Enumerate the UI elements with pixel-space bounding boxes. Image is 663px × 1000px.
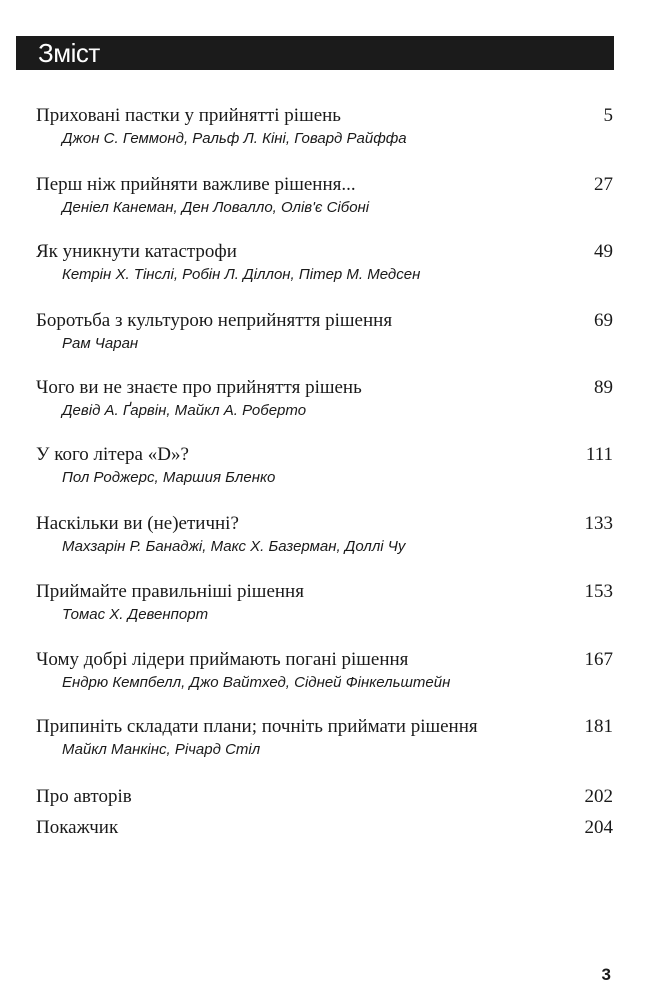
entry-page-number: 49	[594, 241, 613, 262]
entry-page-number: 89	[594, 377, 613, 398]
entry-title[interactable]: Боротьба з культурою неприйняття рішення	[36, 310, 393, 331]
entry-title[interactable]: Перш ніж прийняти важливе рішення...	[36, 174, 356, 195]
entry-authors: Майкл Манкінс, Річард Стіл	[62, 741, 261, 758]
entry-page-number: 181	[584, 716, 613, 737]
entry-title[interactable]: Чому добрі лідери приймають погані рішення	[36, 649, 409, 670]
entry-authors: Кетрін Х. Тінслі, Робін Л. Діллон, Пітер М. Медсен	[62, 266, 421, 283]
entry-page-number: 153	[584, 581, 613, 602]
entry-authors: Рам Чаран	[62, 335, 139, 352]
entry-page-number: 167	[584, 649, 613, 670]
entry-authors: Махзарін Р. Банаджі, Макс Х. Базерман, Доллі Чу	[62, 538, 406, 555]
entry-authors: Деніел Канеман, Ден Ловалло, Олів'є Сібоні	[62, 199, 370, 216]
entry-page-number: 133	[584, 513, 613, 534]
entry-authors: Томас Х. Девенпорт	[62, 606, 209, 623]
entry-authors: Джон С. Геммонд, Ральф Л. Кіні, Говард Райффа	[62, 130, 407, 147]
entry-title[interactable]: У кого літера «D»?	[36, 444, 189, 465]
entry-page-number: 204	[584, 817, 613, 838]
entry-page-number: 5	[603, 105, 613, 126]
entry-title[interactable]: Наскільки ви (не)етичні?	[36, 513, 239, 534]
entry-title[interactable]: Припиніть складати плани; почніть приймати рішення	[36, 716, 478, 737]
entry-title[interactable]: Приймайте правильніші рішення	[36, 581, 304, 602]
entry-authors: Девід А. Ґарвін, Майкл А. Роберто	[62, 402, 307, 419]
entry-title[interactable]: Покажчик	[36, 817, 119, 838]
entry-authors: Ендрю Кемпбелл, Джо Вайтхед, Сідней Фінкельштейн	[62, 674, 451, 691]
entry-title[interactable]: Як уникнути катастрофи	[36, 241, 237, 262]
folio-page-number: 3	[601, 965, 611, 984]
entry-authors: Пол Роджерс, Маршия Бленко	[62, 469, 276, 486]
entry-page-number: 69	[594, 310, 613, 331]
page-title: Зміст	[38, 38, 100, 68]
entry-page-number: 202	[584, 786, 613, 807]
entry-title[interactable]: Про авторів	[36, 786, 132, 807]
entry-title[interactable]: Приховані пастки у прийнятті рішень	[36, 105, 341, 126]
entry-page-number: 27	[594, 174, 613, 195]
entry-page-number: 111	[585, 444, 613, 465]
entry-title[interactable]: Чого ви не знаєте про прийняття рішень	[36, 377, 362, 398]
